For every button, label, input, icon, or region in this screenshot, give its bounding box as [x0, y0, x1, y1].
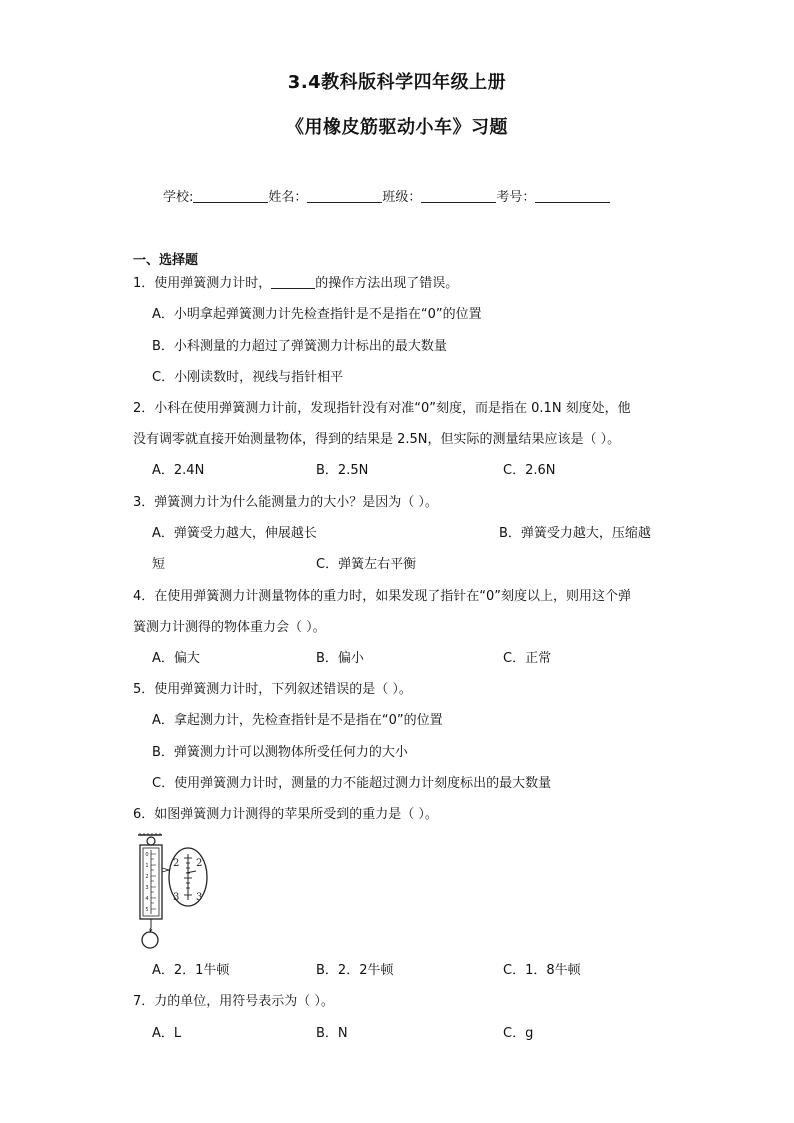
question-4-option-b: B．偏小 — [316, 651, 364, 666]
question-5-option-a: A．拿起测力计，先检查指针是不是指在“0”的位置 — [152, 713, 443, 728]
question-4-stem-line-1: 4．在使用弹簧测力计测量物体的重力时，如果发现了指针在“0”刻度以上，则用这个弹 — [133, 589, 632, 604]
section-title: 一、选择题 — [133, 253, 199, 268]
scale-label-0: 0 — [145, 852, 149, 858]
question-4-option-a: A．偏大 — [152, 651, 200, 666]
question-3-option-b-continued: 短 — [152, 557, 166, 572]
question-1-stem: 1．使用弹簧测力计时， 的操作方法出现了错误。 — [133, 276, 459, 291]
question-7-option-a: A．L — [152, 1026, 182, 1041]
school-label: 学校: — [163, 190, 194, 205]
class-blank — [421, 188, 496, 203]
question-3-option-c: C．弹簧左右平衡 — [316, 557, 417, 572]
question-4-stem-line-2: 簧测力计测得的物体重力会（ ）。 — [133, 620, 326, 635]
scale-label-1: 1 — [145, 863, 149, 869]
zoom-label-3-right: 3 — [196, 892, 203, 903]
scale-label-5: 5 — [145, 907, 149, 913]
scale-label-3: 3 — [145, 885, 149, 891]
question-2-stem-line-2: 没有调零就直接开始测量物体，得到的结果是 2.5N，但实际的测量结果应该是（ ）。 — [133, 432, 621, 447]
question-6-option-c: C．1．8牛顿 — [503, 963, 581, 978]
number-label: 考号： — [496, 190, 536, 205]
answer-blank — [271, 275, 315, 289]
question-6-stem: 6．如图弹簧测力计测得的苹果所受到的重力是（ ）。 — [133, 807, 438, 822]
question-5-option-b: B．弹簧测力计可以测物体所受任何力的大小 — [152, 745, 408, 760]
name-blank — [307, 188, 382, 203]
zoom-label-2-right: 2 — [196, 858, 203, 869]
question-1-option-c: C．小刚读数时，视线与指针相平 — [152, 370, 344, 385]
title-line-2: 《用橡皮筋驱动小车》习题 — [286, 117, 508, 138]
question-2-option-a: A．2.4N — [152, 463, 205, 478]
question-5-stem: 5．使用弹簧测力计时，下列叙述错误的是（ ）。 — [133, 682, 412, 697]
question-1-option-a: A．小明拿起弹簧测力计先检查指针是不是指在“0”的位置 — [152, 307, 482, 322]
question-7-stem: 7．力的单位，用符号表示为（ ）。 — [133, 994, 334, 1009]
spring-scale-figure — [136, 832, 216, 952]
question-1-option-b: B．小科测量的力超过了弹簧测力计标出的最大数量 — [152, 339, 447, 354]
question-3-option-b: B．弹簧受力越大，压缩越 — [499, 526, 651, 541]
zoom-label-2-left: 2 — [173, 858, 180, 869]
question-2-option-c: C．2.6N — [503, 463, 556, 478]
question-3-stem: 3．弹簧测力计为什么能测量力的大小？是因为（ ）。 — [133, 495, 438, 510]
school-blank — [193, 188, 268, 203]
scale-label-4: 4 — [145, 896, 149, 902]
question-7-option-b: B．N — [316, 1026, 348, 1041]
class-label: 班级： — [382, 190, 422, 205]
student-info-row — [163, 186, 610, 205]
question-2-option-b: B．2.5N — [316, 463, 369, 478]
question-6-option-a: A．2．1牛顿 — [152, 963, 230, 978]
question-3-option-a: A．弹簧受力越大，伸展越长 — [152, 526, 317, 541]
number-blank — [535, 188, 610, 203]
name-label: 姓名： — [268, 190, 308, 205]
zoom-label-3-left: 3 — [173, 892, 180, 903]
question-6-option-b: B．2．2牛顿 — [316, 963, 394, 978]
question-7-option-c: C．g — [503, 1026, 534, 1041]
title-line-1: 3.4教科版科学四年级上册 — [287, 72, 507, 93]
question-5-option-c: C．使用弹簧测力计时，测量的力不能超过测力计刻度标出的最大数量 — [152, 776, 552, 791]
question-2-stem-line-1: 2．小科在使用弹簧测力计前，发现指针没有对准“0”刻度，而是指在 0.1N 刻度处，他 — [133, 401, 631, 416]
question-4-option-c: C．正常 — [503, 651, 552, 666]
scale-label-2: 2 — [145, 874, 149, 880]
